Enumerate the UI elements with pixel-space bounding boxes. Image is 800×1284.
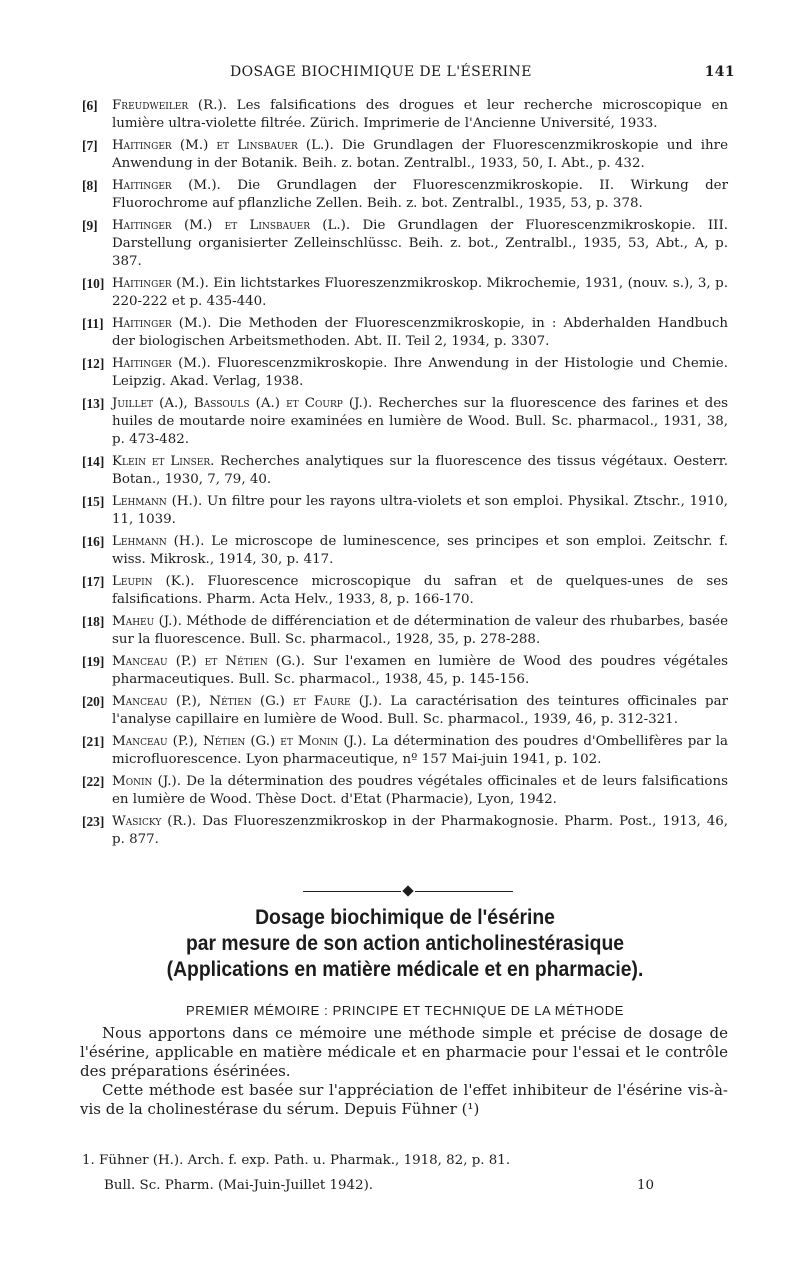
reference-number: [14] <box>82 454 105 469</box>
journal-citation: Bull. Sc. Pharm. (Mai-Juin-Juillet 1942). <box>104 1178 374 1193</box>
reference-author: Lehmann (H.). <box>112 534 205 549</box>
reference-entry <box>82 653 728 689</box>
reference-text: Sur l'examen en lumière de Wood des poudres végétales pharmaceutiques. Bull. Sc. pharmacol., 1938, 45, p. 145-156. <box>112 654 728 687</box>
sheet-number: 10 <box>636 1178 654 1193</box>
reference-entry <box>82 573 728 609</box>
reference-text: La détermination des poudres d'Ombellifères par la microfluorescence. Lyon pharmaceutique, nº 157 Mai-juin 1941, p. 102. <box>112 734 728 767</box>
reference-author: Freudweiler (R.). <box>112 98 227 113</box>
reference-text: Ein lichtstarkes Fluoreszenzmikroskop. Mikrochemie, 1931, (nouv. s.), 3, p. 220-222 et p. 435-440. <box>112 276 728 309</box>
reference-text: Le microscope de luminescence, ses principes et son emploi. Zeitschr. f. wiss. Mikrosk., 1914, 30, p. 417. <box>112 534 728 567</box>
reference-text: Fluorescenzmikroskopie. Ihre Anwendung in der Histologie und Chemie. Leipzig. Akad. Verlag, 1938. <box>112 356 728 389</box>
page-footer <box>104 1178 654 1193</box>
reference-entry <box>82 533 728 569</box>
article-title-line-3: (Applications en matière médicale et en pharmacie). <box>166 958 644 981</box>
reference-text: Die Grundlagen der Fluorescenzmikroskopie. II. Wirkung der Fluorochrome auf pflanzliche Zellen. Beih. z. bot. Zentralbl., 1935, 53, p. 378. <box>112 178 728 211</box>
reference-number: [17] <box>82 574 105 589</box>
reference-author: Lehmann (H.). <box>112 494 203 509</box>
article-title <box>106 905 704 983</box>
reference-text: Un filtre pour les rayons ultra-violets et son emploi. Physikal. Ztschr., 1910, 11, 1039. <box>112 494 729 527</box>
reference-author: Haitinger (M.). <box>112 356 211 371</box>
reference-text: Die Methoden der Fluorescenzmikroskopie, in : Abderhalden Handbuch der biologischen Arbeitsmethoden. Abt. II. Teil 2, 1934, p. 3307. <box>112 316 728 349</box>
reference-number: [8] <box>82 178 98 193</box>
reference-entry <box>82 97 728 133</box>
reference-number: [22] <box>82 774 105 789</box>
reference-entry <box>82 177 728 213</box>
reference-number: [13] <box>82 396 105 411</box>
reference-author: Juillet (A.), Bassouls (A.) et Courp (J.). <box>112 396 373 411</box>
reference-text: Les falsifications des drogues et leur recherche microscopique en lumière ultra-violette filtrée. Zürich. Imprimerie de l'Ancienne Université, 1933. <box>112 98 729 131</box>
reference-entry <box>82 813 728 849</box>
reference-text: Die Grundlagen der Fluorescenzmikroskopie und ihre Anwendung in der Botanik. Beih. z. botan. Zentralbl., 1933, 50, I. Abt., p. 432. <box>112 138 729 171</box>
page-number: 141 <box>704 64 735 80</box>
reference-author: Manceau (P.), Nétien (G.) et Monin (J.). <box>112 734 367 749</box>
reference-author: Haitinger (M.). <box>112 178 221 193</box>
reference-entry <box>82 453 728 489</box>
reference-author: Monin (J.). <box>112 774 181 789</box>
reference-author: Maheu (J.). <box>112 614 182 629</box>
reference-author: Leupin (K.). <box>112 574 195 589</box>
reference-entry <box>82 315 728 351</box>
reference-number: [9] <box>82 218 98 233</box>
article-body <box>80 1024 728 1119</box>
reference-author: Haitinger (M.) et Linsbauer (L.). <box>112 218 351 233</box>
reference-entry <box>82 773 728 809</box>
footnote: 1. Fühner (H.). Arch. f. exp. Path. u. Pharmak., 1918, 82, p. 81. <box>82 1153 511 1168</box>
reference-author: Manceau (P.) et Nétien (G.). <box>112 654 305 669</box>
reference-text: Recherches analytiques sur la fluorescence des tissus végétaux. Oesterr. Botan., 1930, 7, 79, 40. <box>112 454 728 487</box>
reference-text: Das Fluoreszenzmikroskop in der Pharmakognosie. Pharm. Post., 1913, 46, p. 877. <box>112 814 728 847</box>
reference-number: [23] <box>82 814 105 829</box>
reference-text: Recherches sur la fluorescence des farines et des huiles de moutarde noire examinées en lumière de Wood. Bull. Sc. pharmacol., 1931, 38, p. 473-482. <box>112 396 728 447</box>
reference-text: Fluorescence microscopique du safran et de quelques-unes de ses falsifications. Pharm. Acta Helv., 1933, 8, p. 166-170. <box>112 574 728 607</box>
body-paragraph-2: Cette méthode est basée sur l'appréciation de l'effet inhibiteur de l'ésérine vis-à-vis de la cholinestérase du sérum. Depuis Fühner (¹) <box>80 1081 728 1118</box>
reference-entry <box>82 613 728 649</box>
reference-entry <box>82 137 728 173</box>
reference-text: La caractérisation des teintures officinales par l'analyse capillaire en lumière de Wood. Bull. Sc. pharmacol., 1939, 46, p. 312-321. <box>112 694 729 727</box>
reference-text: Méthode de différenciation et de détermination de valeur des rhubarbes, basée sur la fluorescence. Bull. Sc. pharmacol., 1928, 35, p. 278-288. <box>112 614 728 647</box>
reference-author: Haitinger (M.). <box>112 316 212 331</box>
reference-number: [7] <box>82 138 98 153</box>
reference-entry <box>82 275 728 311</box>
reference-number: [10] <box>82 276 105 291</box>
article-title-line-2: par mesure de son action anticholinestérasique <box>185 932 625 955</box>
reference-entry <box>82 733 728 769</box>
reference-author: Haitinger (M.). <box>112 276 209 291</box>
section-separator-ornament <box>303 886 513 896</box>
reference-number: [20] <box>82 694 105 709</box>
reference-number: [12] <box>82 356 105 371</box>
reference-entry <box>82 355 728 391</box>
reference-entry <box>82 395 728 449</box>
reference-number: [11] <box>82 316 104 331</box>
reference-number: [15] <box>82 494 105 509</box>
memoire-heading: PREMIER MÉMOIRE : PRINCIPE ET TECHNIQUE DE LA MÉTHODE <box>186 1003 624 1018</box>
diamond-icon <box>402 885 413 896</box>
reference-text: Die Grundlagen der Fluorescenzmikroskopie. III. Darstellung organisierter Zelleinschlüssc. Beih. z. bot., Zentralbl., 1935, 53, Abt., A, p. 387. <box>112 218 728 269</box>
reference-author: Manceau (P.), Nétien (G.) et Faure (J.). <box>112 694 383 709</box>
reference-number: [16] <box>82 534 105 549</box>
reference-number: [6] <box>82 98 98 113</box>
running-title: DOSAGE BIOCHIMIQUE DE L'ÉSERINE <box>230 64 532 80</box>
reference-entry <box>82 493 728 529</box>
article-title-line-1: Dosage biochimique de l'ésérine <box>255 906 555 929</box>
reference-number: [18] <box>82 614 105 629</box>
body-paragraph-1: Nous apportons dans ce mémoire une méthode simple et précise de dosage de l'ésérine, applicable en matière médicale et en pharmacie pour l'essai et le contrôle des préparations ésérinées. <box>80 1024 728 1080</box>
reference-number: [19] <box>82 654 105 669</box>
reference-text: De la détermination des poudres végétales officinales et de leurs falsifications en lumière de Wood. Thèse Doct. d'Etat (Pharmacie), Lyon, 1942. <box>112 774 728 807</box>
reference-number: [21] <box>82 734 105 749</box>
reference-author: Haitinger (M.) et Linsbauer (L.). <box>112 138 334 153</box>
reference-author: Klein et Linser. <box>112 454 215 469</box>
reference-entry <box>82 217 728 271</box>
reference-entry <box>82 693 728 729</box>
reference-author: Wasicky (R.). <box>112 814 197 829</box>
reference-list <box>82 97 728 853</box>
